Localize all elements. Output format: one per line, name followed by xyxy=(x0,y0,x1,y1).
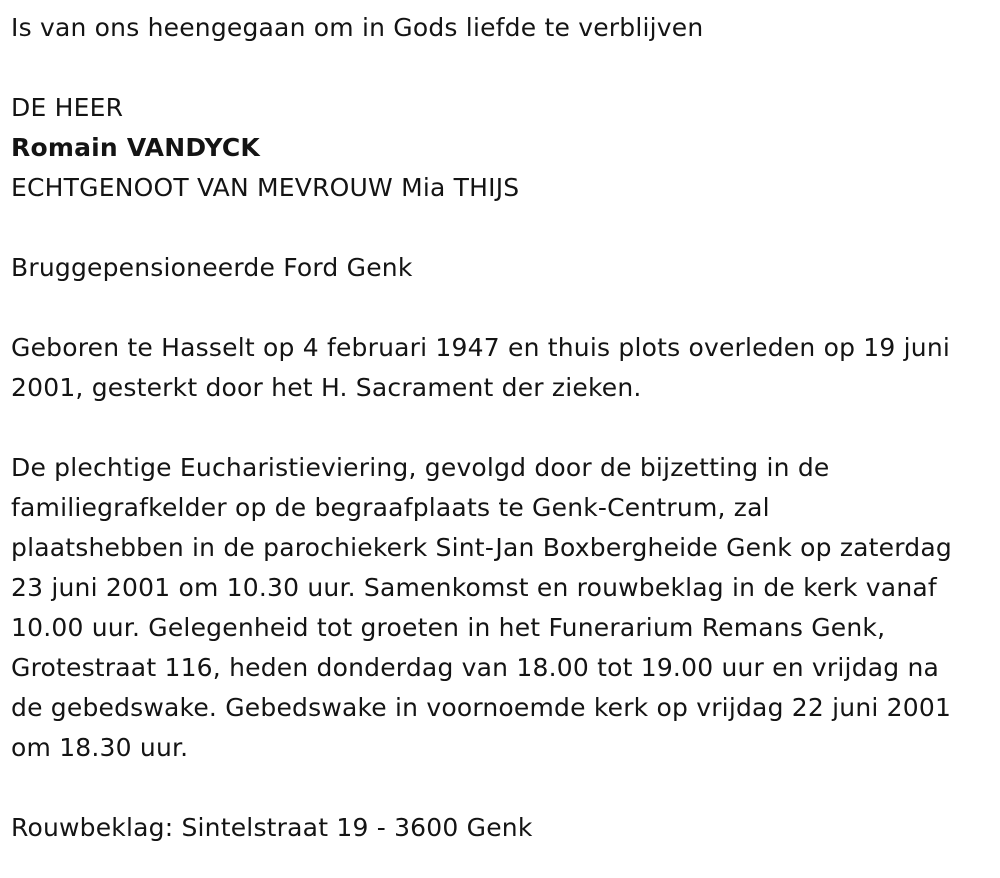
spouse-line: ECHTGENOOT VAN MEVROUW Mia THIJS xyxy=(11,173,520,202)
paragraph-line: Grotestraat 116, heden donderdag van 18.00 tot 19.00 uur en vrijdag na xyxy=(11,653,940,682)
spacer xyxy=(11,208,996,248)
paragraph-line: familiegrafkelder op de begraafplaats te Genk-Centrum, zal xyxy=(11,493,770,522)
paragraph-line: om 18.30 uur. xyxy=(11,733,189,762)
birth-death-paragraph xyxy=(11,328,996,408)
paragraph-line: de gebedswake. Gebedswake in voornoemde kerk op vrijdag 22 juni 2001 xyxy=(11,693,952,722)
spacer xyxy=(11,288,996,328)
intro-line: Is van ons heengegaan om in Gods liefde te verblijven xyxy=(11,13,704,42)
paragraph-line: plaatshebben in de parochiekerk Sint-Jan Boxbergheide Genk op zaterdag xyxy=(11,533,952,562)
spacer xyxy=(11,408,996,448)
paragraph-line: 23 juni 2001 om 10.30 uur. Samenkomst en rouwbeklag in de kerk vanaf xyxy=(11,573,937,602)
ceremony-paragraph xyxy=(11,448,996,768)
paragraph-line: De plechtige Eucharistieviering, gevolgd door de bijzetting in de xyxy=(11,453,830,482)
salutation: DE HEER xyxy=(11,93,124,122)
occupation-line: Bruggepensioneerde Ford Genk xyxy=(11,253,413,282)
condolence-address: Rouwbeklag: Sintelstraat 19 - 3600 Genk xyxy=(11,813,533,842)
spacer xyxy=(11,48,996,88)
obituary-notice xyxy=(11,8,996,848)
paragraph-line: 2001, gesterkt door het H. Sacrament der zieken. xyxy=(11,373,642,402)
deceased-name: Romain VANDYCK xyxy=(11,133,261,162)
paragraph-line: 10.00 uur. Gelegenheid tot groeten in het Funerarium Remans Genk, xyxy=(11,613,886,642)
spacer xyxy=(11,768,996,808)
paragraph-line: Geboren te Hasselt op 4 februari 1947 en thuis plots overleden op 19 juni xyxy=(11,333,951,362)
